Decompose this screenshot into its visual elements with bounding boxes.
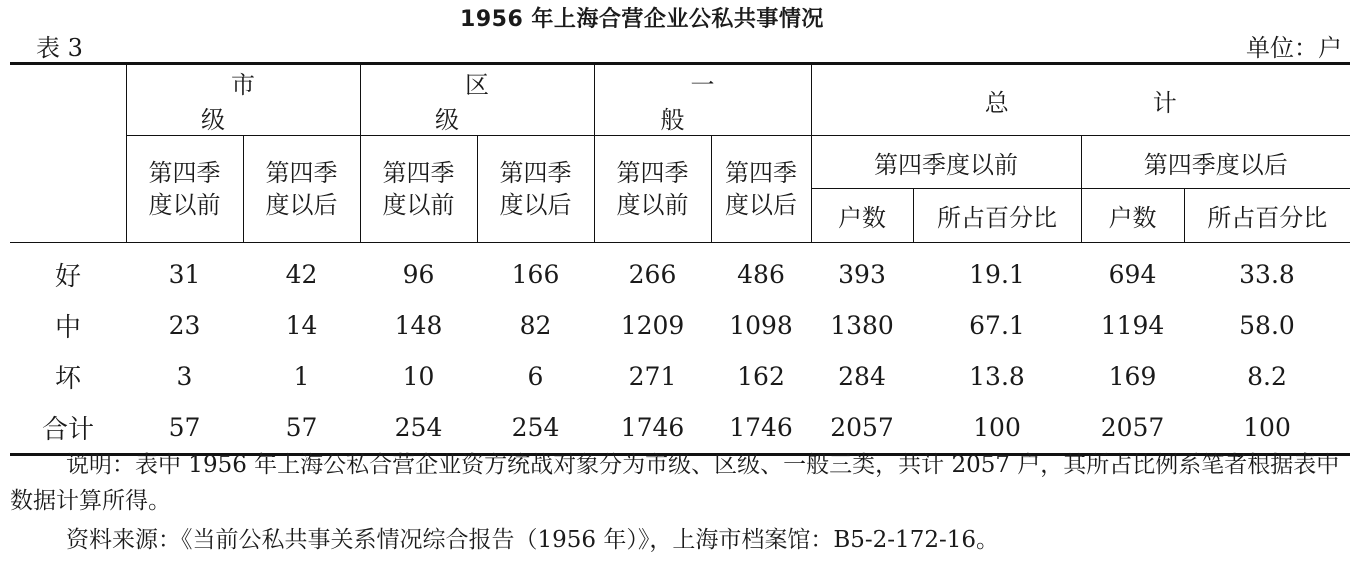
group-header-total: 总 计 (811, 64, 1350, 136)
corner-cell (10, 64, 126, 243)
subheader-total-before: 第四季度以前 (811, 136, 1081, 189)
table-number: 表 3 (36, 34, 83, 62)
cell: 1746 (729, 413, 793, 442)
row-label: 好 (54, 262, 81, 292)
cell: 96 (402, 260, 435, 289)
cell: 1 (293, 362, 310, 391)
cell: 162 (737, 362, 785, 391)
group-header-district: 区 级 (360, 64, 594, 136)
cell: 42 (285, 260, 318, 289)
cell: 13.8 (969, 362, 1025, 391)
cell: 1746 (620, 413, 685, 442)
table-source: 资料来源：《当前公私共事关系情况综合报告（1956 年）》，上海市档案馆：B5-2-172-16。 (66, 527, 999, 553)
table-title: 1956 年上海合营企业公私共事情况 (460, 7, 824, 32)
cell: 284 (838, 362, 886, 391)
cell: 254 (511, 413, 560, 442)
cell: 58.0 (1239, 311, 1295, 340)
cell: 169 (1108, 362, 1157, 391)
group-header-general: 一 般 (594, 64, 811, 136)
cell: 393 (838, 260, 886, 289)
subheader-district-after: 第四季 度以后 (477, 136, 594, 243)
cell: 57 (168, 413, 201, 442)
table-row (10, 351, 1350, 402)
cell: 23 (168, 311, 201, 340)
cell: 33.8 (1239, 260, 1295, 289)
cell: 1380 (830, 311, 894, 340)
cell: 57 (285, 413, 318, 442)
cell: 1209 (620, 311, 685, 340)
row-label: 合计 (41, 415, 94, 445)
cell: 14 (285, 311, 318, 340)
cell: 266 (628, 260, 677, 289)
table-note: 说明：表中 1956 年上海公私合营企业资方统战对象分为市级、区级、一般三类，共计 2057 户，其所占比例系笔者根据表中数据计算所得。 (10, 452, 1340, 514)
subheader-city-after: 第四季 度以后 (243, 136, 360, 243)
cell: 31 (168, 260, 201, 289)
cell: 2057 (1100, 413, 1165, 442)
cell: 486 (737, 260, 785, 289)
subheader-general-after: 第四季 度以后 (711, 136, 811, 243)
cell: 82 (519, 311, 552, 340)
cell: 67.1 (969, 311, 1025, 340)
subheader-district-before: 第四季 度以前 (360, 136, 477, 243)
subheader-total-after: 第四季度以后 (1081, 136, 1350, 189)
subheader-city-before: 第四季 度以前 (126, 136, 243, 243)
cell: 2057 (830, 413, 894, 442)
table-row (10, 300, 1350, 351)
cell: 19.1 (969, 260, 1025, 289)
cell: 8.2 (1247, 362, 1287, 391)
cell: 271 (628, 362, 677, 391)
cell: 148 (394, 311, 443, 340)
statistics-table (10, 62, 1350, 456)
col-header-percent-after: 所占百分比 (1184, 189, 1350, 243)
cell: 166 (511, 260, 560, 289)
cell: 3 (176, 362, 193, 391)
row-label: 中 (54, 313, 81, 343)
cell: 100 (973, 413, 1021, 442)
cell: 694 (1108, 260, 1157, 289)
col-header-households-after: 户数 (1081, 189, 1184, 243)
subheader-general-before: 第四季 度以前 (594, 136, 711, 243)
cell: 1098 (729, 311, 793, 340)
col-header-percent-before: 所占百分比 (913, 189, 1081, 243)
cell: 10 (402, 362, 435, 391)
cell: 254 (394, 413, 443, 442)
group-header-city: 市 级 (126, 64, 360, 136)
unit-label: 单位：户 (1246, 34, 1342, 62)
cell: 6 (527, 362, 544, 391)
cell: 100 (1243, 413, 1291, 442)
table-row (10, 243, 1350, 301)
col-header-households-before: 户数 (811, 189, 913, 243)
row-label: 坏 (54, 364, 81, 394)
cell: 1194 (1100, 311, 1165, 340)
